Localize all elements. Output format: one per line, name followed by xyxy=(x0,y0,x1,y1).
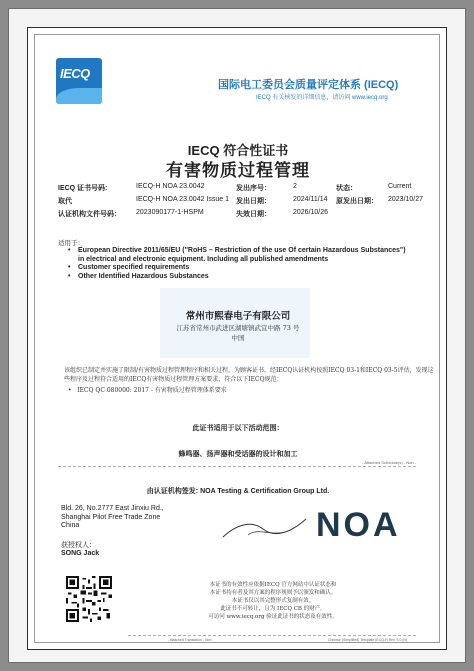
company-country: 中国 xyxy=(231,334,245,342)
issuer-label: 由认证机构签发: NOA Testing & Certification Group Ltd. xyxy=(146,488,330,495)
issue-date-label: 发出日期： xyxy=(236,198,271,205)
note-line: 此证书不可转让，且为 IECQ CB 的财产。 xyxy=(220,606,326,612)
scope-label: 适用于： xyxy=(58,240,84,247)
status-value: Current xyxy=(388,183,412,190)
noa-logo xyxy=(316,506,401,545)
schedule-note: - Attached Schedule(s) - Non - xyxy=(362,460,416,465)
scope-item-2: Customer specified requirements xyxy=(78,264,190,271)
status-label: 状态： xyxy=(336,185,357,192)
application-title: 此证书适用于以下活动范围： xyxy=(192,425,284,432)
company-address: 江苏省常州市武进区湖塘镇武宜中路 73 号 xyxy=(176,324,300,332)
note-line: 本证书仅以其完整形式复制有效。 xyxy=(231,598,315,604)
org-name: 国际电工委员会质量评定体系 (IECQ) xyxy=(218,79,399,91)
list-item: • Customer specified requirements xyxy=(68,264,190,271)
issue-no: 2 xyxy=(293,183,297,190)
authorized-label: 获授权人： xyxy=(61,541,96,549)
note-line: 可访问 www.iecq.org 验证此证书的状态及有效性。 xyxy=(208,614,338,620)
note-line: 本证书持有者及其方案的程序规则予以颁发和确认。 xyxy=(209,590,337,596)
scope-item-3: Other Identified Hazardous Substances xyxy=(78,272,209,280)
issuer-address-line: Bld. 26, No.2777 East Jinxiu Rd., xyxy=(61,505,164,512)
verify-text: IECQ 有关核发的详细信息，请访问 www.iecq.org xyxy=(256,95,388,101)
certificate-sheet xyxy=(27,27,447,650)
divider xyxy=(58,466,416,467)
noa-logo-text: NOA xyxy=(316,506,401,544)
certificate-title: IECQ 符合性证书 xyxy=(187,143,289,158)
issuer-address-line: Shanghai Pilot Free Trade Zone xyxy=(61,513,161,521)
list-item: • European Directive 2011/65/EU ("RoHS – Restriction of the use Of certain Hazardous Substances") in electrical and electronic equipment. Including all published amendments xyxy=(68,247,413,264)
signature-image xyxy=(218,513,313,543)
cb-doc-label: 认证机构文件号码： xyxy=(58,211,121,218)
standard-text: IECQ QC 080000: 2017 - 有害物质过程管理体系要求 xyxy=(77,387,227,394)
issuer-address-line: China xyxy=(61,522,80,529)
statement-standard: • IECQ QC 080000: 2017 - 有害物质过程管理体系要求 xyxy=(68,387,227,394)
expiry-label: 失效日期： xyxy=(236,211,271,218)
logo-text: IECQ xyxy=(60,66,90,81)
scope-item-1: European Directive 2011/65/EU ("RoHS – Restriction of the use Of certain Hazardous Substances") in electrical and electronic equipment. Including all published amendments xyxy=(78,247,406,263)
iecq-logo xyxy=(56,58,102,104)
statement-paragraph: 该组织已制定并实施了限制/有害物质过程管理程序和相关过程，为顾客证书，经IECQ认证机构按照IECQ 03-1和IECQ 03-5评估，发现这些程序及过程符合适用的IECQ有害物质过程管理方案要求，符合以下IECQ规范： xyxy=(64,367,434,383)
supersedes-value: IECQ-H NOA 23.0042 Issue 1 xyxy=(136,196,229,203)
issue-date: 2024/11/14 xyxy=(293,196,328,203)
certificate-subtitle: 有害物质过程管理 xyxy=(166,161,310,180)
cb-doc: 2023090177-1-HSPM xyxy=(136,209,204,216)
note-line: 本证书的有效性应依据IECQ 官方网站中认证状态和 xyxy=(209,582,337,588)
list-item: • Other Identified Hazardous Substances xyxy=(68,272,209,280)
orig-date-label: 原发出日期： xyxy=(336,198,378,205)
template-note: Chinese (Simplified) Template IECQ-H Rev. 9.0 (H) xyxy=(328,638,408,642)
cert-no: IECQ-H NOA 23.0042 xyxy=(136,183,205,190)
translation-note: - Attached Translation - Non - xyxy=(168,638,214,642)
certificate-frame xyxy=(8,8,466,663)
issue-no-label: 发出序号： xyxy=(236,185,271,192)
validity-notes xyxy=(148,581,398,621)
qr-code-icon xyxy=(66,576,112,622)
orig-date: 2023/10/27 xyxy=(388,196,424,203)
application-scope: 蜂鸣器、扬声器和受话器的设计和加工 xyxy=(178,451,298,458)
issuer-address xyxy=(61,505,164,531)
divider xyxy=(128,635,416,636)
logo-wave xyxy=(56,88,102,104)
supersedes-label: 取代 xyxy=(58,198,72,205)
cert-no-label: IECQ 证书号码: xyxy=(58,185,108,192)
expiry-date: 2026/10/26 xyxy=(293,209,329,216)
scope-list xyxy=(68,247,413,281)
authorized-name: SONG Jack xyxy=(61,550,100,557)
company-name: 常州市熙春电子有限公司 xyxy=(185,311,291,322)
